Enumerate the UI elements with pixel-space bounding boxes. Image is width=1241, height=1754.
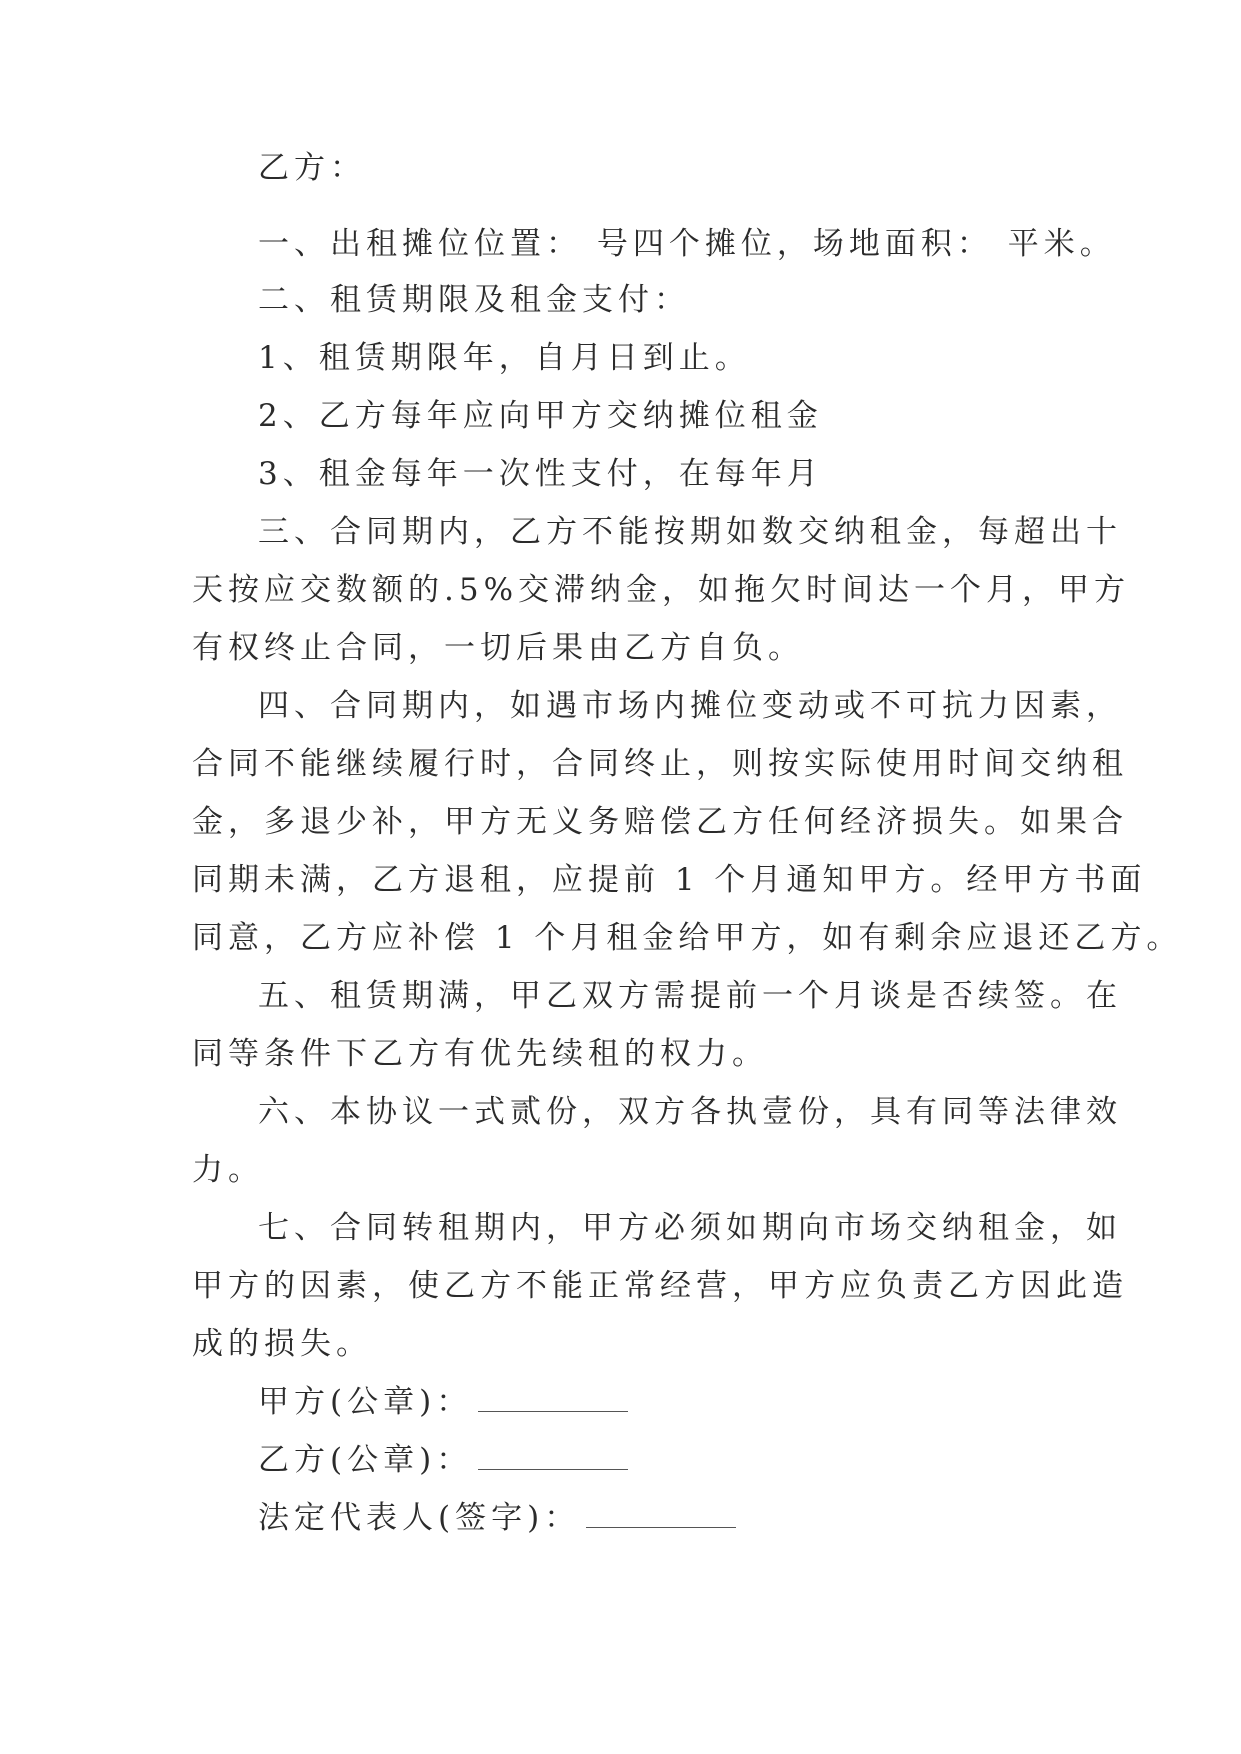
signature-line-legal-rep bbox=[258, 1498, 736, 1538]
text-line: 六、本协议一式贰份，双方各执壹份，具有同等法律效 bbox=[258, 1094, 1122, 1130]
text-line: 1、租赁期限年，自月日到止。 bbox=[258, 340, 751, 376]
text-line: 乙方： bbox=[258, 150, 366, 186]
text-line: 3、租金每年一次性支付，在每年月 bbox=[258, 456, 823, 492]
text-line: 五、租赁期满，甲乙双方需提前一个月谈是否续签。在 bbox=[258, 978, 1122, 1014]
text-line: 同等条件下乙方有优先续租的权力。 bbox=[192, 1036, 768, 1072]
text-line: 力。 bbox=[192, 1152, 264, 1188]
signature-line-party-b bbox=[258, 1440, 628, 1480]
text-line: 成的损失。 bbox=[192, 1326, 372, 1362]
signature-blank[interactable] bbox=[586, 1501, 736, 1528]
text-line: 四、合同期内，如遇市场内摊位变动或不可抗力因素， bbox=[258, 688, 1122, 724]
text-line: 同期未满，乙方退租，应提前 1 个月通知甲方。经甲方书面 bbox=[192, 862, 1147, 898]
text-line: 二、租赁期限及租金支付： bbox=[258, 282, 690, 318]
text-line: 2、乙方每年应向甲方交纳摊位租金 bbox=[258, 398, 823, 434]
signature-label: 乙方(公章)： bbox=[258, 1442, 473, 1478]
signature-label: 甲方(公章)： bbox=[258, 1384, 473, 1420]
text-line: 有权终止合同，一切后果由乙方自负。 bbox=[192, 630, 804, 666]
signature-blank[interactable] bbox=[478, 1443, 628, 1470]
text-line: 三、合同期内，乙方不能按期如数交纳租金，每超出十 bbox=[258, 514, 1122, 550]
text-line: 天按应交数额的.5%交滞纳金，如拖欠时间达一个月，甲方 bbox=[192, 572, 1131, 608]
signature-line-party-a bbox=[258, 1382, 628, 1422]
text-line: 金，多退少补，甲方无义务赔偿乙方任何经济损失。如果合 bbox=[192, 804, 1128, 840]
signature-blank[interactable] bbox=[478, 1385, 628, 1412]
text-line: 一、出租摊位位置： 号四个摊位，场地面积： 平米。 bbox=[258, 226, 1116, 262]
text-line: 七、合同转租期内，甲方必须如期向市场交纳租金，如 bbox=[258, 1210, 1122, 1246]
text-line: 合同不能继续履行时，合同终止，则按实际使用时间交纳租 bbox=[192, 746, 1128, 782]
text-line: 甲方的因素，使乙方不能正常经营，甲方应负责乙方因此造 bbox=[192, 1268, 1128, 1304]
signature-label: 法定代表人(签字)： bbox=[258, 1500, 581, 1536]
text-line: 同意，乙方应补偿 1 个月租金给甲方，如有剩余应退还乙方。 bbox=[192, 920, 1183, 956]
